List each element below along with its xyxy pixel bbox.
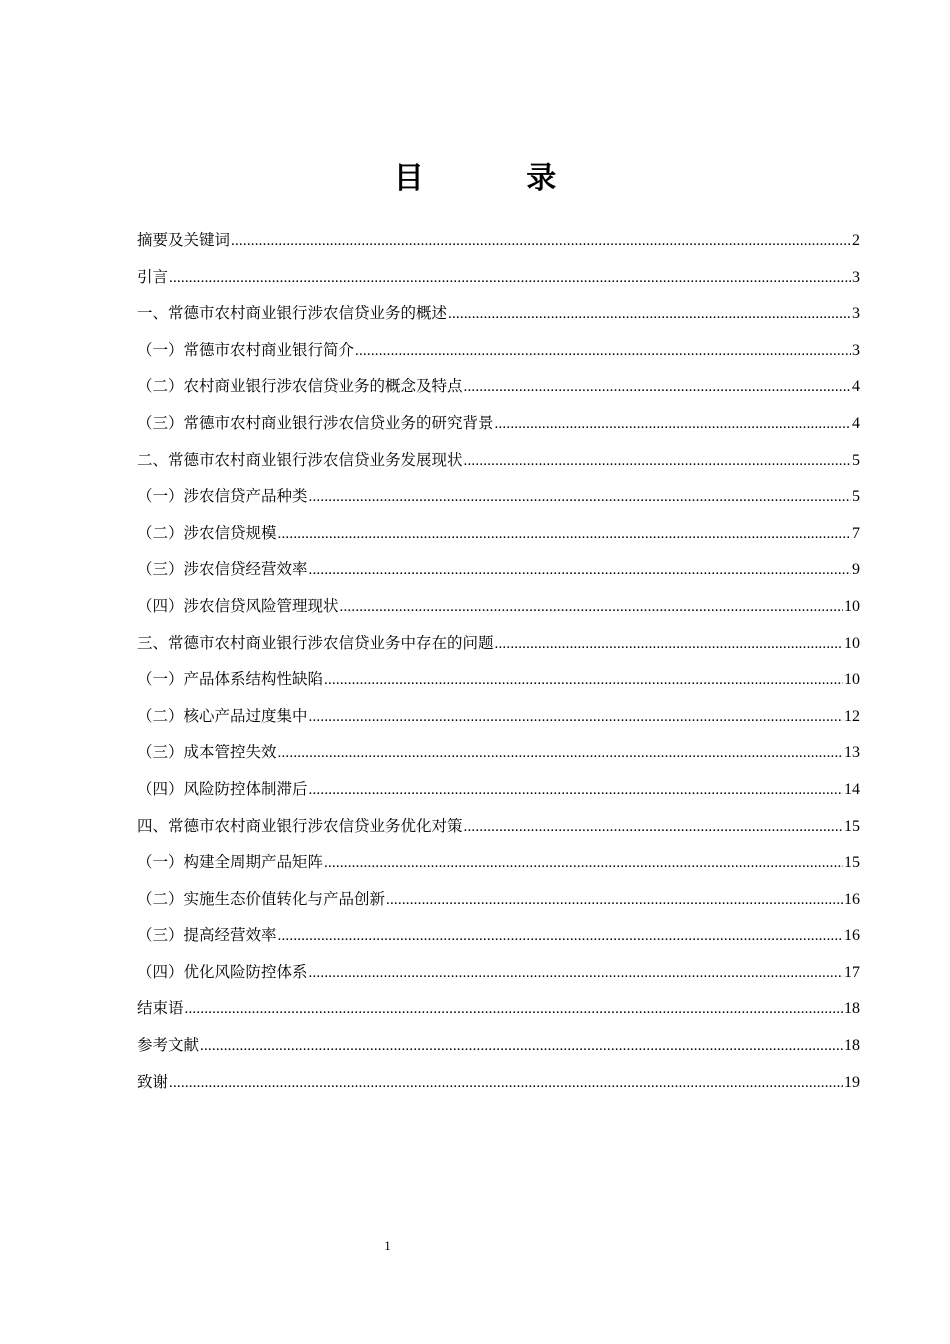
toc-entry-label: （一）构建全周期产品矩阵	[137, 853, 324, 872]
toc-dot-leader	[324, 672, 843, 689]
toc-entry-label: 三、常德市农村商业银行涉农信贷业务中存在的问题	[137, 633, 494, 652]
toc-dot-leader	[309, 562, 851, 579]
toc-dot-leader	[386, 892, 843, 909]
toc-entry-page: 18	[844, 1000, 860, 1018]
toc-dot-leader	[355, 343, 851, 360]
toc-entry[interactable]	[137, 265, 860, 302]
toc-entry-label: （二）涉农信贷规模	[137, 523, 277, 542]
toc-entry[interactable]	[137, 631, 860, 668]
toc-dot-leader	[200, 1038, 843, 1055]
toc-dot-leader	[169, 270, 851, 287]
toc-entry-page: 12	[844, 707, 860, 725]
toc-dot-leader	[309, 709, 843, 726]
toc-entry-label: 摘要及关键词	[137, 231, 231, 249]
toc-entry-page: 13	[844, 744, 860, 762]
toc-entry-label: （二）农村商业银行涉农信贷业务的概念及特点	[137, 377, 463, 396]
toc-entry[interactable]	[137, 374, 860, 411]
toc-entry-page: 3	[852, 341, 860, 359]
toc-entry[interactable]	[137, 484, 860, 521]
toc-entry-page: 10	[844, 671, 860, 689]
toc-dot-leader	[464, 819, 843, 836]
toc-entry[interactable]	[137, 667, 860, 704]
toc-entry[interactable]	[137, 1070, 860, 1107]
toc-entry[interactable]	[137, 228, 860, 265]
toc-dot-leader	[309, 782, 843, 799]
toc-entry-label: （二）核心产品过度集中	[137, 706, 308, 725]
toc-entry-page: 5	[852, 488, 860, 506]
toc-dot-leader	[278, 745, 843, 762]
toc-entry-page: 9	[852, 561, 860, 579]
toc-entry-label: （三）成本管控失效	[137, 743, 277, 762]
toc-entry-page: 14	[844, 780, 860, 798]
toc-entry-page: 4	[852, 378, 860, 396]
toc-dot-leader	[495, 416, 851, 433]
toc-entry-page: 16	[844, 927, 860, 945]
toc-entry-page: 2	[852, 232, 860, 249]
toc-entry[interactable]	[137, 996, 860, 1033]
toc-entry-label: 四、常德市农村商业银行涉农信贷业务优化对策	[137, 816, 463, 835]
toc-entry-label: （四）涉农信贷风险管理现状	[137, 596, 339, 615]
page-title: 目 录	[393, 161, 603, 196]
toc-entry-label: 结束语	[137, 999, 184, 1018]
toc-entry-page: 18	[844, 1037, 860, 1055]
toc-dot-leader	[309, 489, 851, 506]
toc-entry-label: 参考文献	[137, 1036, 200, 1055]
toc-dot-leader	[464, 453, 851, 470]
toc-entry-label: （三）常德市农村商业银行涉农信贷业务的研究背景	[137, 413, 494, 432]
toc-entry-page: 10	[844, 597, 860, 615]
toc-entry[interactable]	[137, 521, 860, 558]
toc-entry-page: 3	[852, 305, 860, 323]
toc-entry[interactable]	[137, 850, 860, 887]
toc-entry-page: 17	[844, 963, 860, 981]
toc-dot-leader	[464, 379, 851, 396]
toc-entry[interactable]	[137, 448, 860, 485]
toc-dot-leader	[495, 636, 843, 653]
toc-entry[interactable]	[137, 411, 860, 448]
toc-entry-label: （四）优化风险防控体系	[137, 962, 308, 981]
toc-entry[interactable]	[137, 338, 860, 375]
toc-entry[interactable]	[137, 557, 860, 594]
toc-entry-label: 引言	[137, 267, 169, 286]
toc-entry-page: 7	[852, 524, 860, 542]
toc-dot-leader	[340, 599, 843, 616]
toc-entry[interactable]	[137, 740, 860, 777]
toc-entry-label: （一）产品体系结构性缺陷	[137, 670, 324, 689]
toc-dot-leader	[324, 855, 843, 872]
toc-entry-label: （四）风险防控体制滞后	[137, 779, 308, 798]
toc-entry[interactable]	[137, 1033, 860, 1070]
toc-entry[interactable]	[137, 594, 860, 631]
toc-dot-leader	[309, 965, 843, 982]
toc-entry[interactable]	[137, 923, 860, 960]
page-number: 1	[384, 1238, 391, 1253]
toc-entry-page: 16	[844, 890, 860, 908]
toc-dot-leader	[278, 928, 843, 945]
toc-dot-leader	[278, 526, 851, 543]
toc-dot-leader	[448, 306, 851, 323]
toc-entry[interactable]	[137, 777, 860, 814]
toc-entry-label: （一）涉农信贷产品种类	[137, 487, 308, 506]
toc-dot-leader	[231, 233, 851, 250]
toc-entry-label: （一）常德市农村商业银行简介	[137, 340, 355, 359]
toc-entry-label: 致谢	[137, 1072, 169, 1091]
toc-entry[interactable]	[137, 814, 860, 851]
toc-entry-label: 一、常德市农村商业银行涉农信贷业务的概述	[137, 304, 448, 323]
toc-entry-page: 4	[852, 414, 860, 432]
toc-entry-label: （三）涉农信贷经营效率	[137, 560, 308, 579]
toc-entry[interactable]	[137, 960, 860, 997]
toc-entry-page: 15	[844, 854, 860, 872]
toc-entry-page: 5	[852, 451, 860, 469]
toc-entry-page: 15	[844, 817, 860, 835]
toc-entry-page: 19	[844, 1073, 860, 1091]
toc-entry-page: 10	[844, 634, 860, 652]
toc-dot-leader	[169, 1075, 843, 1092]
toc-entry-label: 二、常德市农村商业银行涉农信贷业务发展现状	[137, 450, 463, 469]
toc-dot-leader	[185, 1001, 843, 1018]
toc-entry-page: 3	[852, 268, 860, 286]
toc-entry[interactable]	[137, 301, 860, 338]
table-of-contents	[137, 228, 860, 1106]
toc-entry[interactable]	[137, 704, 860, 741]
toc-entry-label: （三）提高经营效率	[137, 926, 277, 945]
toc-entry[interactable]	[137, 887, 860, 924]
toc-entry-label: （二）实施生态价值转化与产品创新	[137, 889, 386, 908]
